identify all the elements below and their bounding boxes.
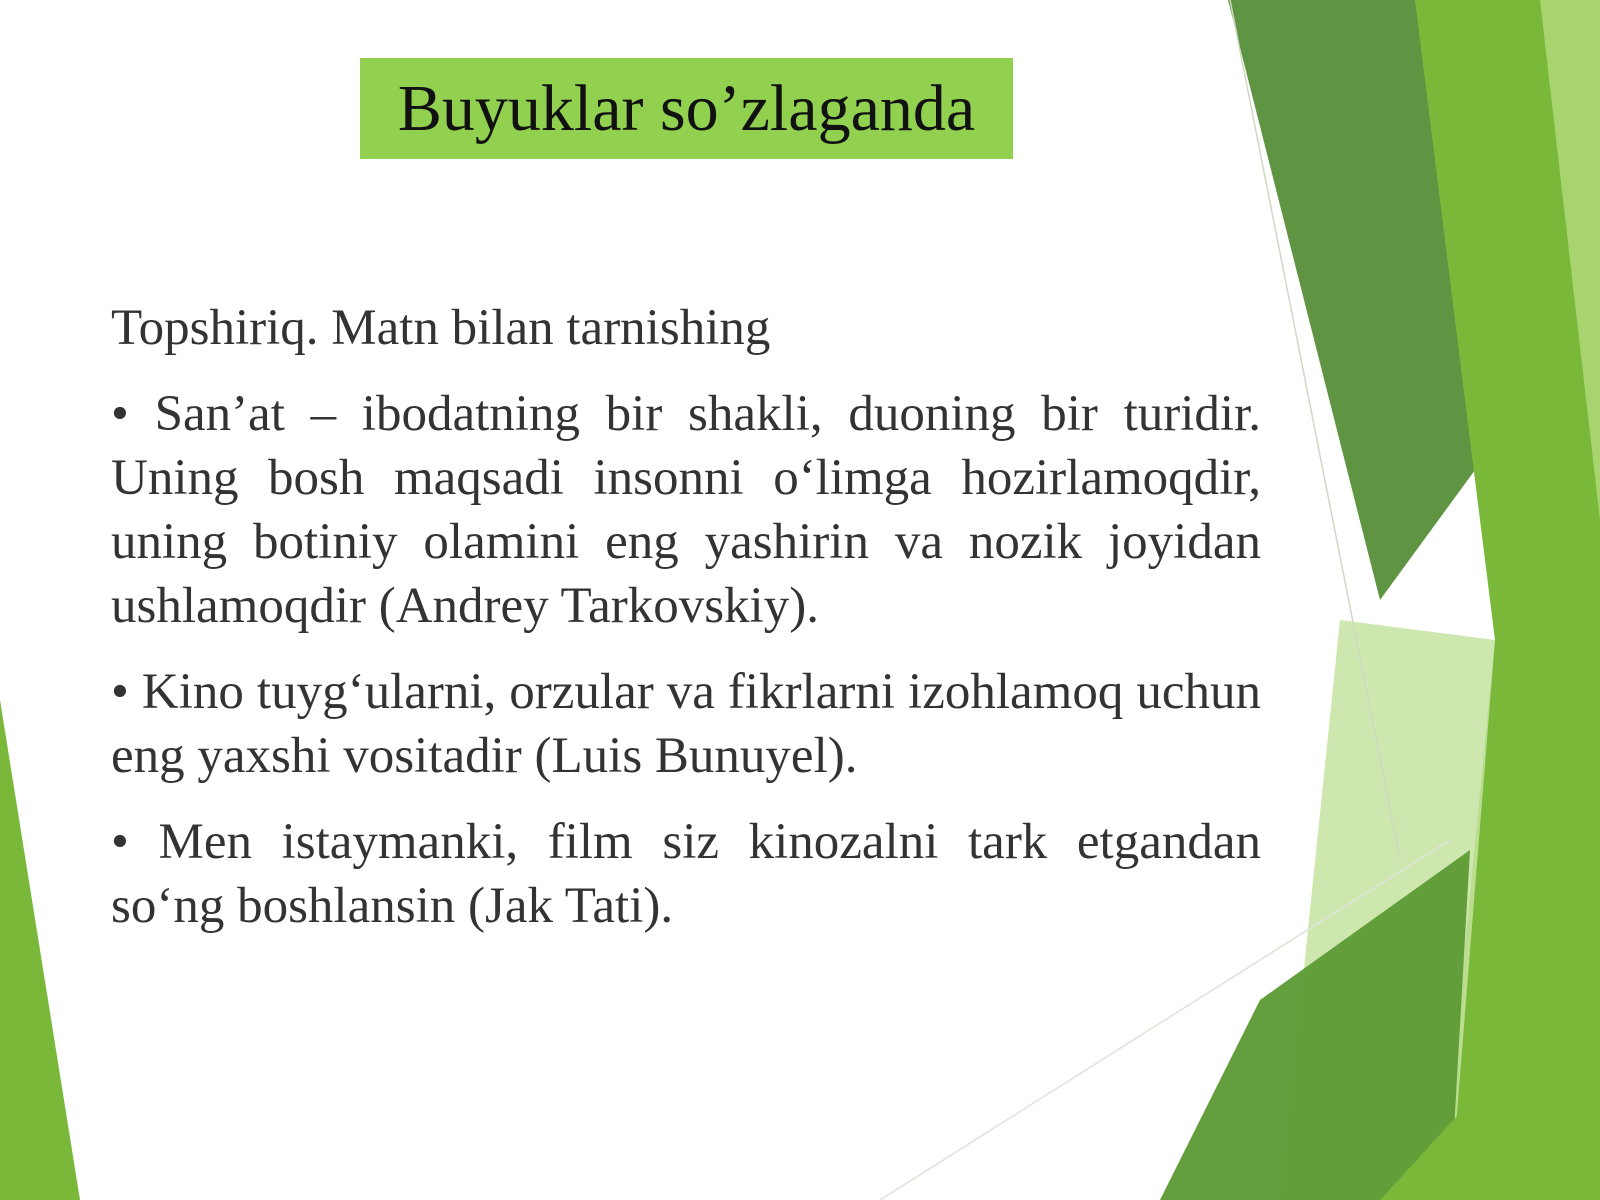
slide-title: Buyuklar so’zlaganda xyxy=(397,71,976,145)
quote-bunuyel: • Kino tuyg‘ularni, orzular va fikrlarni izohlamoq uchun eng yaxshi vositadir (Luis Bunuyel). xyxy=(111,664,1261,784)
quote-tati: • Men istaymanki, film siz kinozalni tark etgandan so‘ng boshlansin (Jak Tati). xyxy=(111,814,1261,934)
left-green-shape xyxy=(0,700,80,1200)
task-instruction: Topshiriq. Matn bilan tarnishing xyxy=(111,300,771,356)
title-box xyxy=(360,58,1013,159)
slide-body xyxy=(111,296,1261,960)
quote-tarkovskiy: • San’at – ibodatning bir shakli, duoning bir turidir. Uning bosh maqsadi insonni o‘limga hozirlamoqdir, uning botiniy olamini eng yashirin va nozik joyidan ushlamoqdir (Andrey Tarkovskiy). xyxy=(111,386,1261,634)
